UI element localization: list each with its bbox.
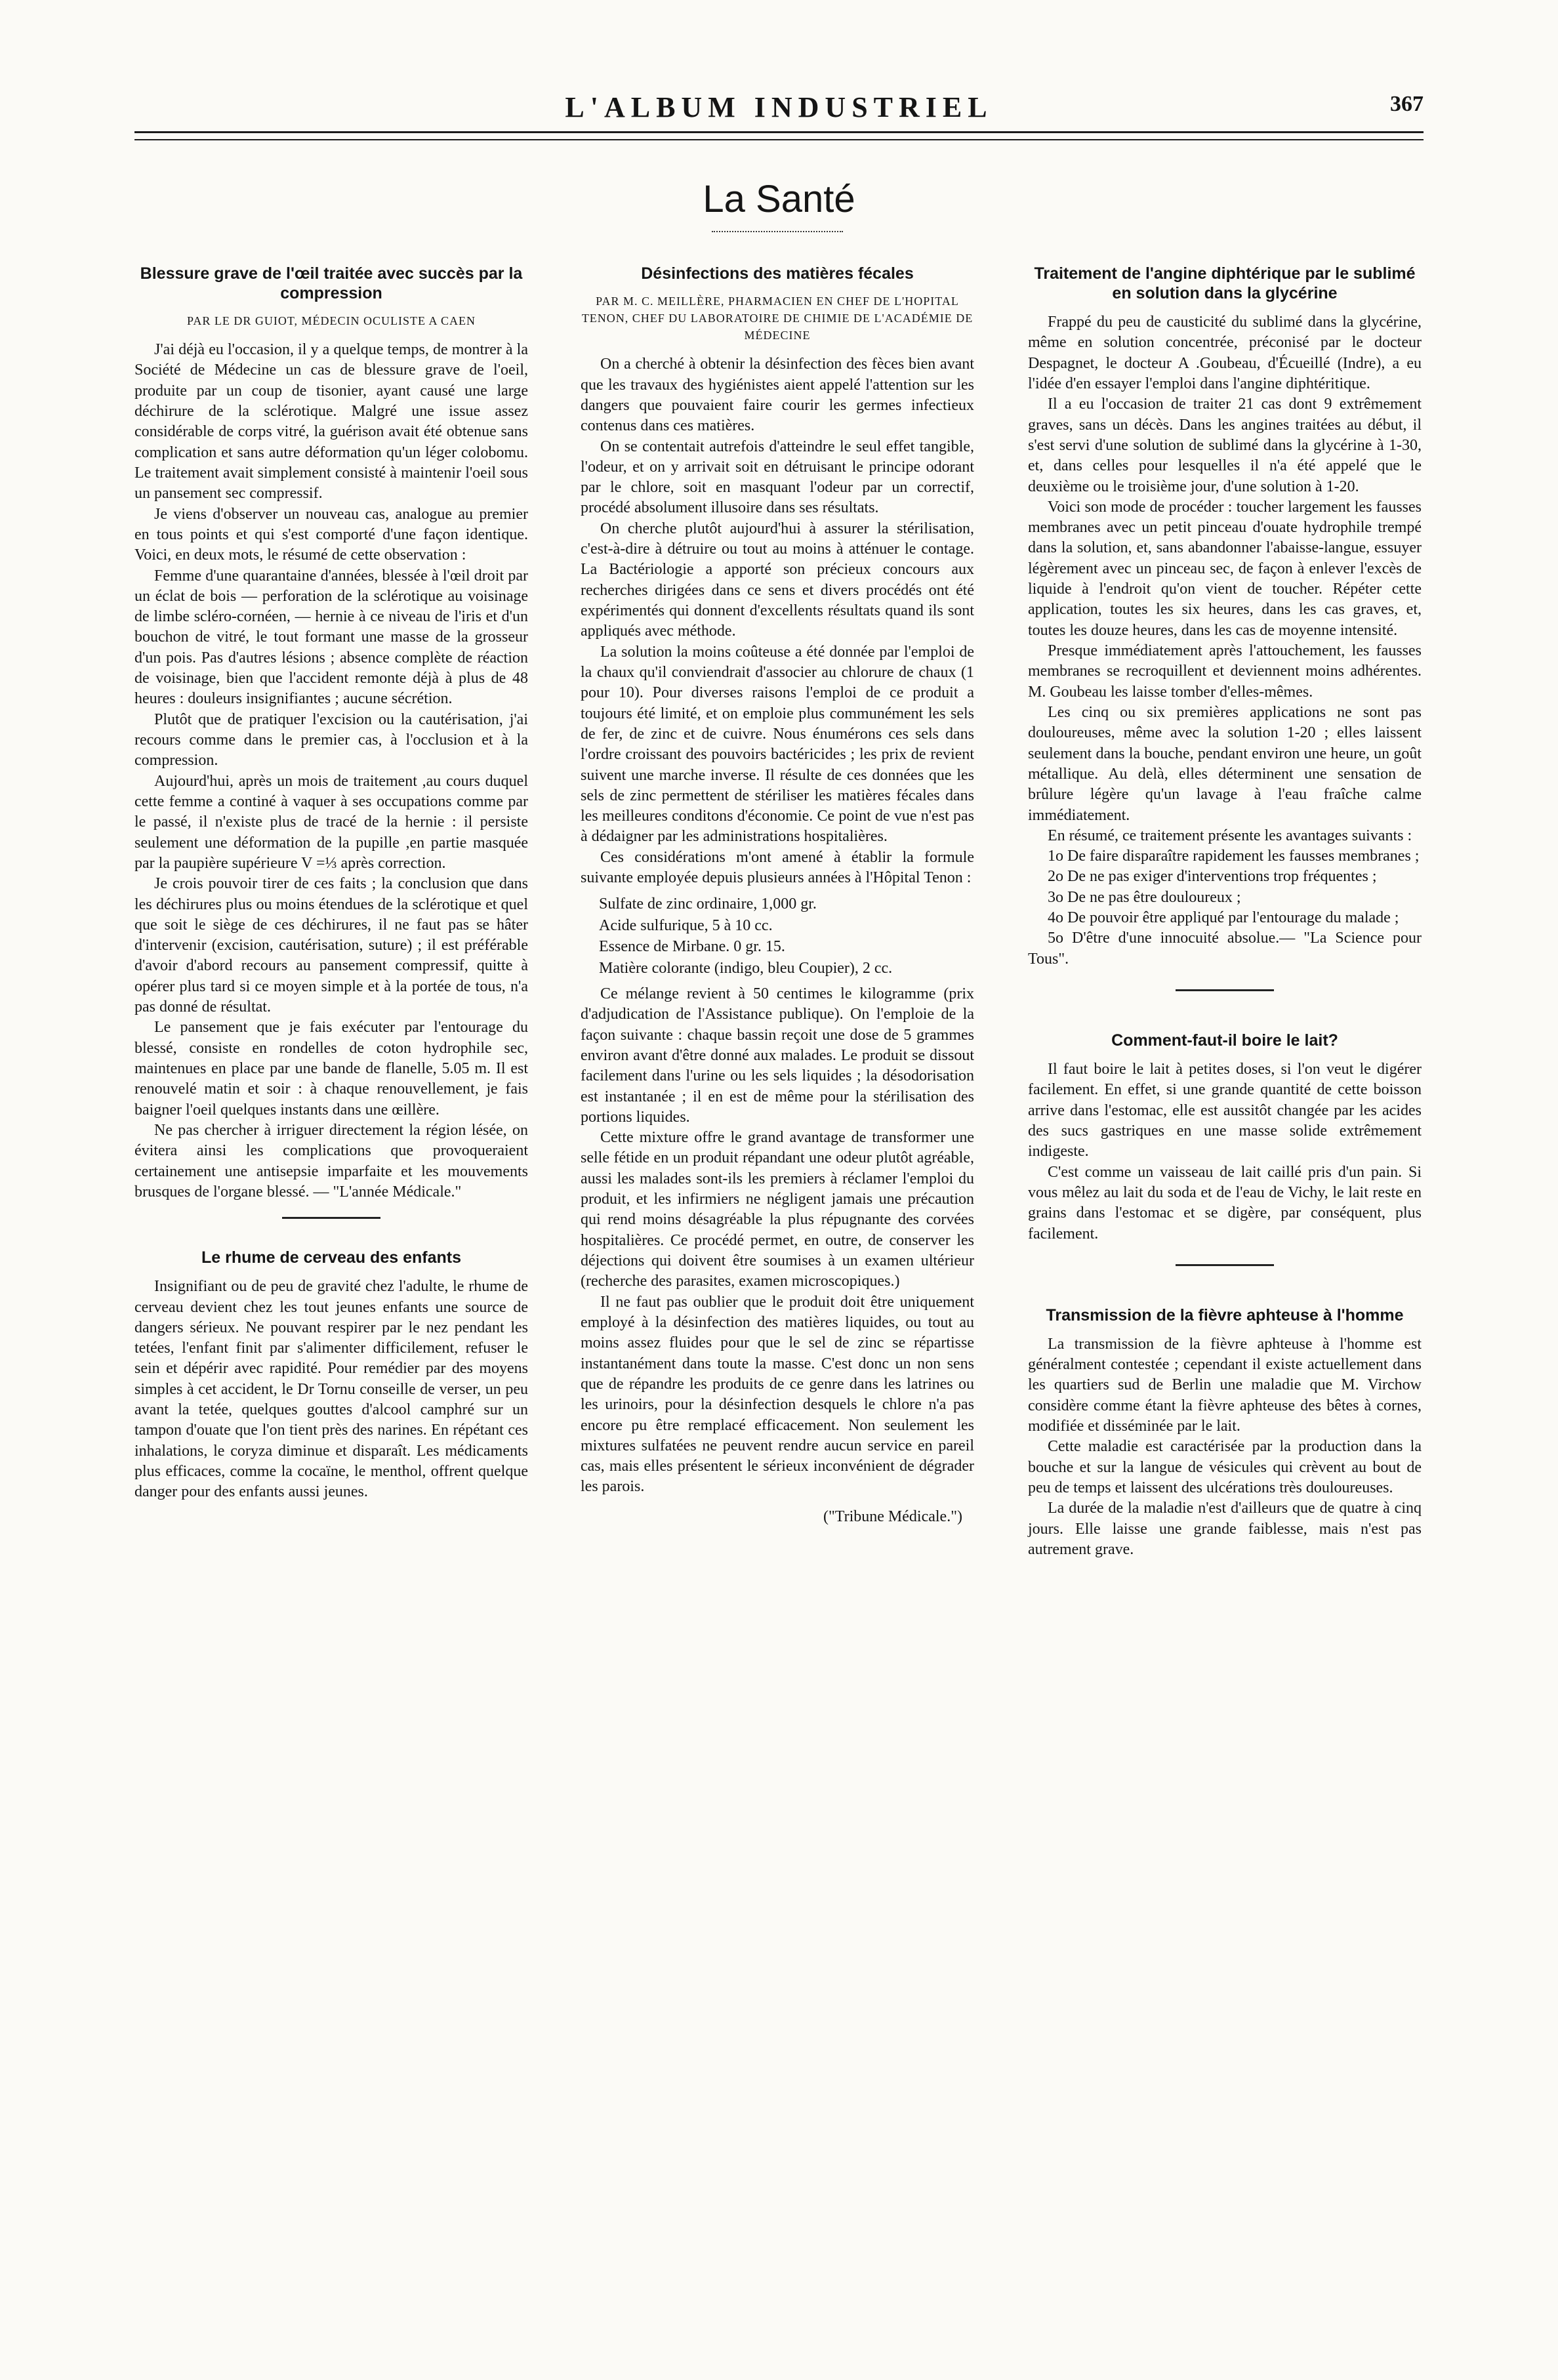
paragraph: Frappé du peu de causticité du sublimé dans la glycérine, même en solution concentrée, préconisé par le docteur Despagnet, le docteur A .Goubeau, d'Écueillé (Indre), a eu l'idée d'en essayer l'emploi dans l'angine diphtéritique.	[1028, 314, 1422, 392]
article-title: Blessure grave de l'œil traitée avec succès par la compression	[140, 264, 523, 302]
article-separator	[1176, 989, 1274, 991]
article-separator	[1176, 1264, 1274, 1266]
paragraph: Les cinq ou six premières applications ne sont pas douloureuses, même avec la solution 1-20 ; elles laissent seulement dans la bouche, pendant environ une heure, un goût métallique. Au delà, elles déterminent une sensation de brûlure légère qu'un lavage à l'eau fraîche calme immédiatement.	[1028, 703, 1422, 824]
article-lait	[1028, 1031, 1422, 1244]
header-rule	[134, 131, 1424, 133]
article-title: Le rhume de cerveau des enfants	[201, 1248, 461, 1267]
formula-line: Sulfate de zinc ordinaire, 1,000 gr.	[599, 895, 817, 913]
paragraph: Cette maladie est caractérisée par la production dans la bouche et sur la langue de vésicules qui crèvent au bout de peu de temps et laissent des ulcérations très douloureuses.	[1028, 1438, 1422, 1496]
running-head	[134, 91, 1424, 130]
formula-line: Matière colorante (indigo, bleu Coupier), 2 cc.	[599, 959, 893, 977]
article-byline: PAR M. C. MEILLÈRE, PHARMACIEN EN CHEF DE L'HOPITAL TENON, CHEF DU LABORATOIRE DE CHIMIE DE L'ACADÉMIE DE MÉDECINE	[581, 295, 974, 342]
article-title: Transmission de la fièvre aphteuse à l'homme	[1046, 1305, 1404, 1324]
paragraph: Je viens d'observer un nouveau cas, analogue au premier en tous points et qui s'est comporté d'une façon identique. Voici, en deux mots, le résumé de cette observation :	[134, 505, 528, 564]
article-desinfections	[581, 264, 974, 1526]
paragraph: 2o De ne pas exiger d'interventions trop fréquentes ;	[1048, 868, 1377, 886]
paragraph: Ne pas chercher à irriguer directement la région lésée, on évitera ainsi les complications que provoqueraient certainement une antisepsie imparfaite et les mouvements brusques de l'organe blessé. — "L'année Médicale."	[134, 1121, 528, 1200]
paragraph: Plutôt que de pratiquer l'excision ou la cautérisation, j'ai recours comme dans le premier cas, à l'occlusion et à la compression.	[134, 710, 528, 769]
article-rhume	[134, 1248, 528, 1502]
paragraph: La solution la moins coûteuse a été donnée par l'emploi de la chaux qu'il conviendrait d'associer au chlorure de chaux (1 pour 10). Pour diverses raisons l'emploi de ce produit a toujours été limité, et on emploie plus communément les sels de fer, de zinc et de cuivre. Nous énumérons ces sels dans l'ordre croissant des pouvoirs bactéricides ; les prix de revient suivent une marche inverse. Il résulte de ces données que les sels de zinc permettent de stériliser les matières fécales dans les meilleures conditons d'économie. Ce point de vue n'est pas à dédaigner par les administrations hospitalières.	[581, 643, 974, 846]
paragraph: 1o De faire disparaître rapidement les fausses membranes ;	[1048, 848, 1420, 865]
paragraph: Ce mélange revient à 50 centimes le kilogramme (prix d'adjudication de l'Assistance publique). On l'emploie de la façon suivante : chaque bassin reçoit une dose de 5 grammes environ avant d'être donné aux malades. Le produit se dissout facilement dans l'urine ou les sels liquides ; la désodorisation est instantanée ; il en est de même pour la stérilisation des portions liquides.	[581, 985, 974, 1126]
paragraph: La transmission de la fièvre aphteuse à l'homme est généralment contestée ; cependant il existe actuellement dans les quartiers sud de Berlin une maladie que M. Virchow considère comme étant la fièvre aphteuse des bêtes à cornes, modifiée et disséminée par le lait.	[1028, 1335, 1422, 1435]
paragraph: C'est comme un vaisseau de lait caillé pris d'un pain. Si vous mêlez au lait du soda et de l'eau de Vichy, le lait reste en grains dans l'estomac et se digère, par conséquent, plus facilement.	[1028, 1163, 1422, 1242]
column-2	[581, 264, 974, 1526]
column-1	[134, 264, 528, 1503]
paragraph: Voici son mode de procéder : toucher largement les fausses membranes avec un petit pinceau d'ouate hydrophile trempé dans la solution, et, sans abandonner l'abaisse-langue, essuyer légèrement avec un pinceau sec, de façon à enlever l'excès de liquide à l'endroit qu'on vient de toucher. Répéter cette application, toutes les six heures, dans les cas graves, et, toutes les douze heures, dans les cas de moyenne intensité.	[1028, 498, 1422, 639]
paragraph: Presque immédiatement après l'attouchement, les fausses membranes se recroquillent et deviennent moins adhérentes. M. Goubeau les laisse tomber d'elles-mêmes.	[1028, 642, 1422, 701]
article-byline: PAR LE DR GUIOT, MÉDECIN OCULISTE A CAEN	[186, 314, 476, 327]
paragraph: Il faut boire le lait à petites doses, si l'on veut le digérer facilement. En effet, si une grande quantité de cette boisson arrive dans l'estomac, elle est aussitôt changée par les acides des sucs gastriques en une masse solide extrêmement indigeste.	[1028, 1061, 1422, 1160]
paragraph: Je crois pouvoir tirer de ces faits ; la conclusion que dans les déchirures plus ou moins étendues de la sclérotique et quel que soit le siège de ces déchirures, il ne faut pas se hâter d'intervenir (excision, cautérisation, suture) ; il est préférable d'avoir d'abord recours au pansement compressif, quitte à opérer plus tard si ce moyen simple et à la portée de tous, n'a pas donné de résultat.	[134, 875, 528, 1016]
paragraph: Il ne faut pas oublier que le produit doit être uniquement employé à la désinfection des matières liquides, ou tout au moins assez fluides pour que le sel de zinc se répartisse instantanément dans toute la masse. C'est donc un non sens que de répandre les produits de ce genre dans les latrines ou les urinoirs, pour la désinfection desquels le chlore n'a pas encore pu être remplacé efficacement. Non seulement les mixtures sulfatées ne peuvent rendre aucun service en pareil cas, mais elles présentent le sérieux inconvénient de dégrader les parois.	[581, 1293, 974, 1496]
column-3	[1028, 264, 1422, 1560]
formula-list	[599, 893, 974, 979]
paragraph: Le pansement que je fais exécuter par l'entourage du blessé, consiste en rondelles de coton hydrophile sec, maintenues en place par une bande de flanelle, 5.05 m. Il est renouvelé matin et soir : à chaque renouvellement, je fais baigner l'oeil quelques instants dans une œillère.	[134, 1019, 528, 1118]
paragraph: Aujourd'hui, après un mois de traitement ,au cours duquel cette femme a continé à vaquer à ses occupations comme par le passé, il n'existe plus de tracé de la hernie : il persiste seulement une déformation de la pupille ,en partie masquée par la paupière supérieure V =⅓ après correction.	[134, 772, 528, 872]
section-title: La Santé	[703, 178, 855, 220]
article-source: ("Tribune Médicale.")	[823, 1508, 962, 1525]
paragraph: Femme d'une quarantaine d'années, blessée à l'œil droit par un éclat de bois — perforation de la sclérotique au voisinage de limbe scléro-cornéen, — hernie à ce niveau de l'iris et d'un bouchon de vitré, le tout formant une masse de la grosseur d'un pois. Pas d'autres lésions ; absence complète de réaction de voisinage, bien que l'accident remonte déjà à plus de 48 heures : douleurs insignifiantes ; aucune sécrétion.	[134, 567, 528, 708]
title-ornament	[712, 231, 843, 232]
paragraph: Cette mixture offre le grand avantage de transformer une selle fétide en un produit répandant une odeur plutôt agréable, aussi les malades sont-ils les premiers à réclamer l'emploi du produit, et les infirmiers ne négligent jamais une précaution qui rend moins désagréable la plus répugnante des corvées hospitalières. Ce procédé permet, en outre, de conserver les déjections qui doivent être soumises à un examen ultérieur (recherche des parasites, examen microscopiques.)	[581, 1129, 974, 1290]
formula-line: Acide sulfurique, 5 à 10 cc.	[599, 916, 773, 934]
article-angine	[1028, 264, 1422, 970]
paragraph: On se contentait autrefois d'atteindre le seul effet tangible, l'odeur, et on y arrivait soit en détruisant le principe odorant par le chlore, soit en masquant l'odeur par un correctif, procédé absolument illusoire dans ses résultats.	[581, 438, 974, 517]
article-title: Traitement de l'angine diphtérique par le sublimé en solution dans la glycérine	[1034, 264, 1416, 302]
paragraph: 4o De pouvoir être appliqué par l'entourage du malade ;	[1048, 909, 1399, 927]
journal-title: L'ALBUM INDUSTRIEL	[565, 91, 993, 123]
paragraph: La durée de la maladie n'est d'ailleurs que de quatre à cinq jours. Elle laisse une grande faiblesse, mais n'est pas autrement grave.	[1028, 1500, 1422, 1558]
paragraph: Il a eu l'occasion de traiter 21 cas dont 9 extrêmement graves, sans un décès. Dans les angines traitées au début, il s'est servi d'une solution de sublimé dans la glycérine à 1-30, et, dans celles pour lesquelles il n'a été appelé que le deuxième ou le troisième jour, d'une solution à 1-20.	[1028, 396, 1422, 495]
paragraph: 3o De ne pas être douloureux ;	[1048, 888, 1241, 906]
paragraph: On cherche plutôt aujourd'hui à assurer la stérilisation, c'est-à-dire à détruire ou tout au moins à atténuer le contage. La Bactériologie a apporté son précieux concours aux recherches dirigées dans ce sens et divers procédés ont été expérimentés qui donnent d'excellents résultats quand ils sont appliqués avec méthode.	[581, 520, 974, 640]
formula-line: Essence de Mirbane. 0 gr. 15.	[599, 938, 785, 956]
article-title: Comment-faut-il boire le lait?	[1111, 1031, 1338, 1050]
article-separator	[282, 1217, 380, 1219]
header-rule-thin	[134, 139, 1424, 140]
newspaper-page	[134, 85, 1424, 2316]
paragraph: On a cherché à obtenir la désinfection des fèces bien avant que les travaux des hygiénistes aient appelé l'attention sur les dangers que pouvaient faire courir les germes infectieux contenus dans ces matières.	[581, 356, 974, 435]
paragraph: Ces considérations m'ont amené à établir la formule suivante employée depuis plusieurs années à l'Hôpital Tenon :	[581, 848, 974, 887]
page-number: 367	[1390, 92, 1424, 116]
paragraph: Insignifiant ou de peu de gravité chez l'adulte, le rhume de cerveau devient chez les tout jeunes enfants une source de dangers sérieux. Ne pouvant respirer par le nez pendant les tetées, l'enfant finit par s'alimenter difficilement, refuser le sein et dépérir avec rapidité. Pour remédier par des moyens simples à cet accident, le Dr Tornu conseille de verser, un peu avant la tetée, quelques gouttes d'alcool camphré sur un tampon d'ouate que l'on tient près des narines. En répétant ces inhalations, le coryza diminue et disparaît. Les médicaments plus efficaces, comme la cocaïne, le menthol, offrent quelque danger pour des enfants aussi jeunes.	[134, 1278, 528, 1501]
paragraph: 5o D'être d'une innocuité absolue.— "La Science pour Tous".	[1028, 930, 1422, 968]
article-fievre	[1028, 1305, 1422, 1560]
article-blessure	[134, 264, 528, 1202]
article-title: Désinfections des matières fécales	[641, 264, 914, 283]
paragraph: J'ai déjà eu l'occasion, il y a quelque temps, de montrer à la Société de Médecine un cas de blessure grave de l'oeil, produite par un coup de tisonier, ayant causé une large déchirure de la sclérotique. Malgré une issue assez considérable de corps vitré, la guérison avait été obtenue sans complication et sans autre déformation qu'un léger colobomu. Le traitement avait simplement consisté à maintenir l'oeil sous un pansement sec compressif.	[134, 341, 528, 503]
paragraph: En résumé, ce traitement présente les avantages suivants :	[1048, 827, 1412, 844]
